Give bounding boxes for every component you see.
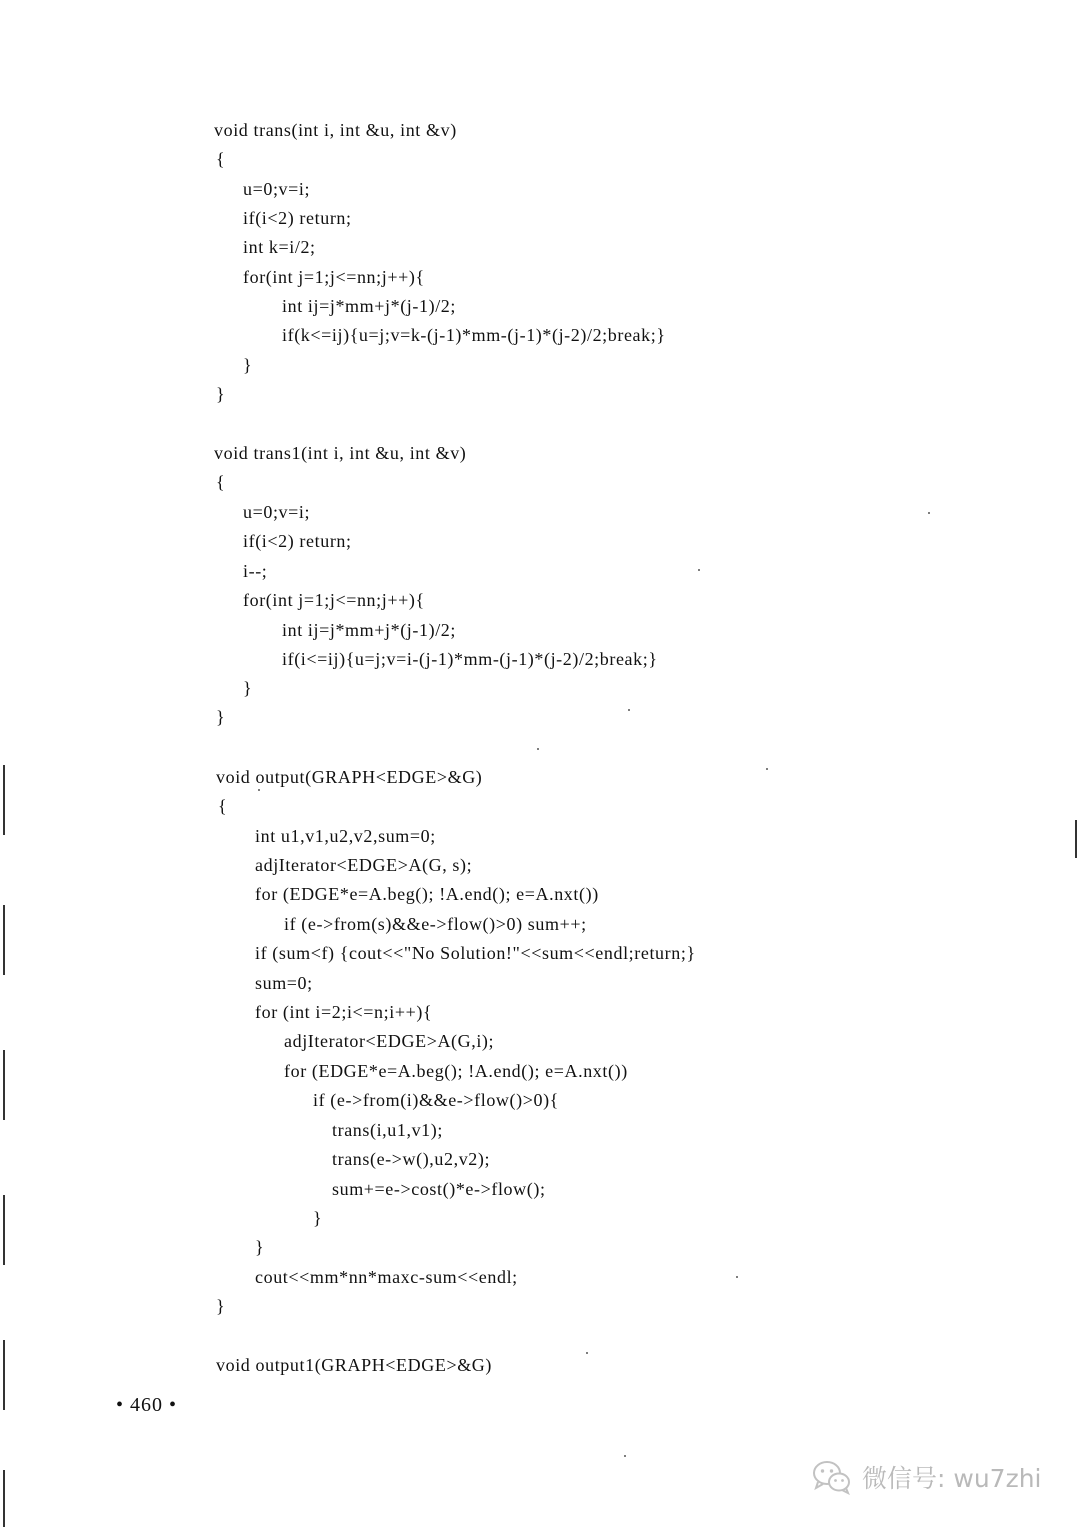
- scan-speck: [624, 1455, 626, 1457]
- code-line: }: [313, 1208, 323, 1228]
- scan-speck: [628, 709, 630, 711]
- code-line: int u1,v1,u2,v2,sum=0;: [255, 826, 436, 846]
- code-line: {: [216, 149, 226, 169]
- code-line: if (e->from(s)&&e->flow()>0) sum++;: [284, 914, 587, 934]
- code-line: adjIterator<EDGE>A(G, s);: [255, 855, 473, 875]
- code-line: sum=0;: [255, 973, 313, 993]
- scan-speck: [586, 1352, 588, 1354]
- code-line: if (sum<f) {cout<<"No Solution!"<<sum<<endl;return;}: [255, 943, 696, 963]
- code-line: u=0;v=i;: [243, 502, 311, 522]
- code-line: }: [216, 384, 226, 404]
- code-line: void trans1(int i, int &u, int &v): [214, 443, 467, 463]
- code-line: adjIterator<EDGE>A(G,i);: [284, 1031, 495, 1051]
- wechat-watermark: [812, 1455, 1041, 1499]
- code-line: }: [255, 1237, 265, 1257]
- code-line: for (EDGE*e=A.beg(); !A.end(); e=A.nxt()): [284, 1061, 628, 1081]
- scan-speck: [698, 569, 700, 571]
- code-line: {: [216, 472, 226, 492]
- code-line: trans(e->w(),u2,v2);: [332, 1149, 491, 1169]
- code-line: for(int j=1;j<=nn;j++){: [243, 590, 425, 610]
- scan-edge-mark: [3, 1195, 5, 1265]
- code-line: }: [216, 1296, 226, 1316]
- scan-edge-mark: [1075, 820, 1077, 858]
- code-line: void output(GRAPH<EDGE>&G): [216, 767, 483, 787]
- code-line: if(i<2) return;: [243, 531, 352, 551]
- scan-edge-mark: [3, 905, 5, 975]
- page-number: • 460 •: [116, 1394, 178, 1416]
- scan-edge-mark: [3, 1050, 5, 1120]
- scan-speck: [258, 789, 260, 791]
- code-line: int ij=j*mm+j*(j-1)/2;: [282, 296, 456, 316]
- code-line: }: [243, 678, 253, 698]
- code-line: for (EDGE*e=A.beg(); !A.end(); e=A.nxt()): [255, 884, 599, 904]
- code-line: for(int j=1;j<=nn;j++){: [243, 267, 425, 287]
- code-line: u=0;v=i;: [243, 179, 311, 199]
- scan-edge-mark: [3, 1340, 5, 1410]
- scan-speck: [766, 768, 768, 770]
- scan-speck: [928, 512, 930, 514]
- code-line: cout<<mm*nn*maxc-sum<<endl;: [255, 1267, 518, 1287]
- code-line: trans(i,u1,v1);: [332, 1120, 443, 1140]
- code-line: }: [216, 707, 226, 727]
- scan-edge-mark: [3, 765, 5, 835]
- code-line: void trans(int i, int &u, int &v): [214, 120, 457, 140]
- code-line: i--;: [243, 561, 268, 581]
- code-line: if(k<=ij){u=j;v=k-(j-1)*mm-(j-1)*(j-2)/2;break;}: [282, 325, 666, 345]
- scan-speck: [537, 748, 539, 750]
- scan-edge-mark: [3, 1470, 5, 1527]
- wechat-icon: [812, 1459, 852, 1495]
- code-line: sum+=e->cost()*e->flow();: [332, 1179, 546, 1199]
- code-line: {: [218, 796, 228, 816]
- code-line: if(i<=ij){u=j;v=i-(j-1)*mm-(j-1)*(j-2)/2;break;}: [282, 649, 658, 669]
- watermark-text: 微信号: wu7zhi: [862, 1464, 1042, 1493]
- code-line: int k=i/2;: [243, 237, 316, 257]
- code-line: if(i<2) return;: [243, 208, 352, 228]
- code-line: if (e->from(i)&&e->flow()>0){: [313, 1090, 559, 1110]
- code-line: }: [243, 355, 253, 375]
- code-line: void output1(GRAPH<EDGE>&G): [216, 1355, 492, 1375]
- code-line: for (int i=2;i<=n;i++){: [255, 1002, 433, 1022]
- code-line: int ij=j*mm+j*(j-1)/2;: [282, 620, 456, 640]
- scan-speck: [736, 1276, 738, 1278]
